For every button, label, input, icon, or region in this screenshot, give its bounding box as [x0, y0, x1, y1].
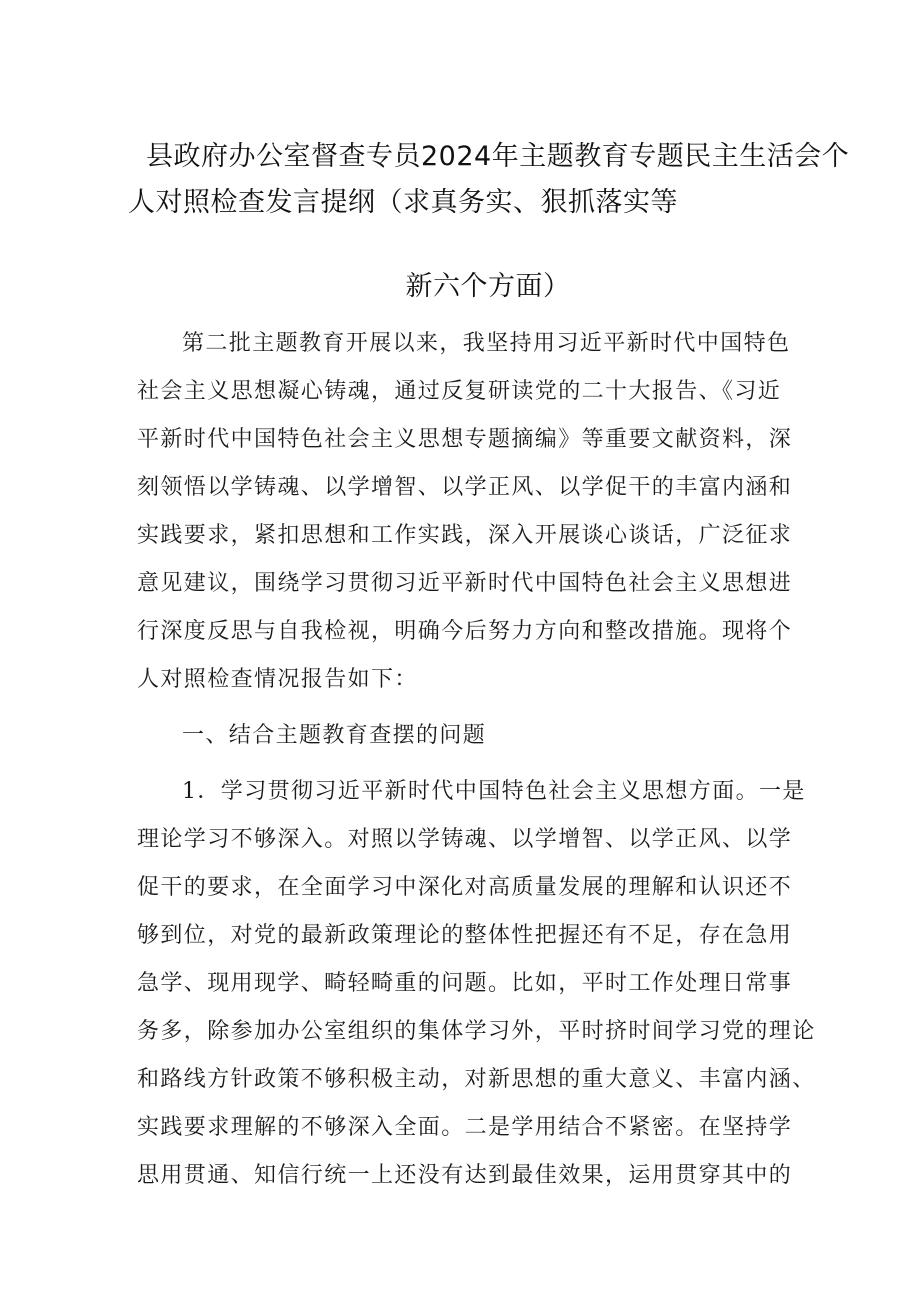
- point-1-line: 实践要求理解的不够深入全面。二是学用结合不紧密。在坚持学: [137, 1115, 793, 1140]
- intro-line: 意见建议，围绕学习贯彻习近平新时代中国特色社会主义思想进: [137, 571, 793, 596]
- document-body: [137, 320, 816, 1200]
- intro-line: 人对照检查情况报告如下：: [137, 667, 418, 692]
- title-line-2: 人对照检查发言提纲（求真务实、狠抓落实等: [128, 187, 678, 218]
- title-line-3: 新六个方面）: [405, 271, 571, 302]
- point-1-line: 够到位，对党的最新政策理论的整体性把握还有不足，存在急用: [137, 923, 793, 948]
- intro-line: 刻领悟以学铸魂、以学增智、以学正风、以学促干的丰富内涵和: [137, 475, 793, 500]
- intro-line: 社会主义思想凝心铸魂，通过反复研读党的二十大报告、《习近: [137, 379, 782, 404]
- document-title: [128, 134, 850, 310]
- point-1-paragraph: [137, 768, 816, 1200]
- point-1-line: 急学、现用现学、畸轻畸重的问题。比如，平时工作处理日常事: [137, 971, 793, 996]
- intro-line: 第二批主题教育开展以来，我坚持用习近平新时代中国特色: [182, 331, 791, 356]
- intro-line: 行深度反思与自我检视，明确今后努力方向和整改措施。现将个: [137, 619, 793, 644]
- point-1-line: 和路线方针政策不够积极主动，对新思想的重大意义、丰富内涵、: [137, 1067, 816, 1092]
- section-heading: 一、结合主题教育查摆的问题: [182, 723, 487, 748]
- intro-line: 实践要求，紧扣思想和工作实践，深入开展谈心谈话，广泛征求: [137, 523, 793, 548]
- point-1-line: 1．学习贯彻习近平新时代中国特色社会主义思想方面。一是: [182, 779, 806, 804]
- title-line-1: 县政府办公室督查专员2024年主题教育专题民主生活会个: [146, 141, 850, 172]
- point-1-line: 思用贯通、知信行统一上还没有达到最佳效果，运用贯穿其中的: [137, 1163, 793, 1188]
- intro-line: 平新时代中国特色社会主义思想专题摘编》等重要文献资料，深: [137, 427, 793, 452]
- point-1-line: 理论学习不够深入。对照以学铸魂、以学增智、以学正风、以学: [137, 827, 793, 852]
- intro-paragraph: [137, 320, 791, 704]
- point-1-line: 务多，除参加办公室组织的集体学习外，平时挤时间学习党的理论: [137, 1019, 816, 1044]
- point-1-line: 促干的要求，在全面学习中深化对高质量发展的理解和认识还不: [137, 875, 793, 900]
